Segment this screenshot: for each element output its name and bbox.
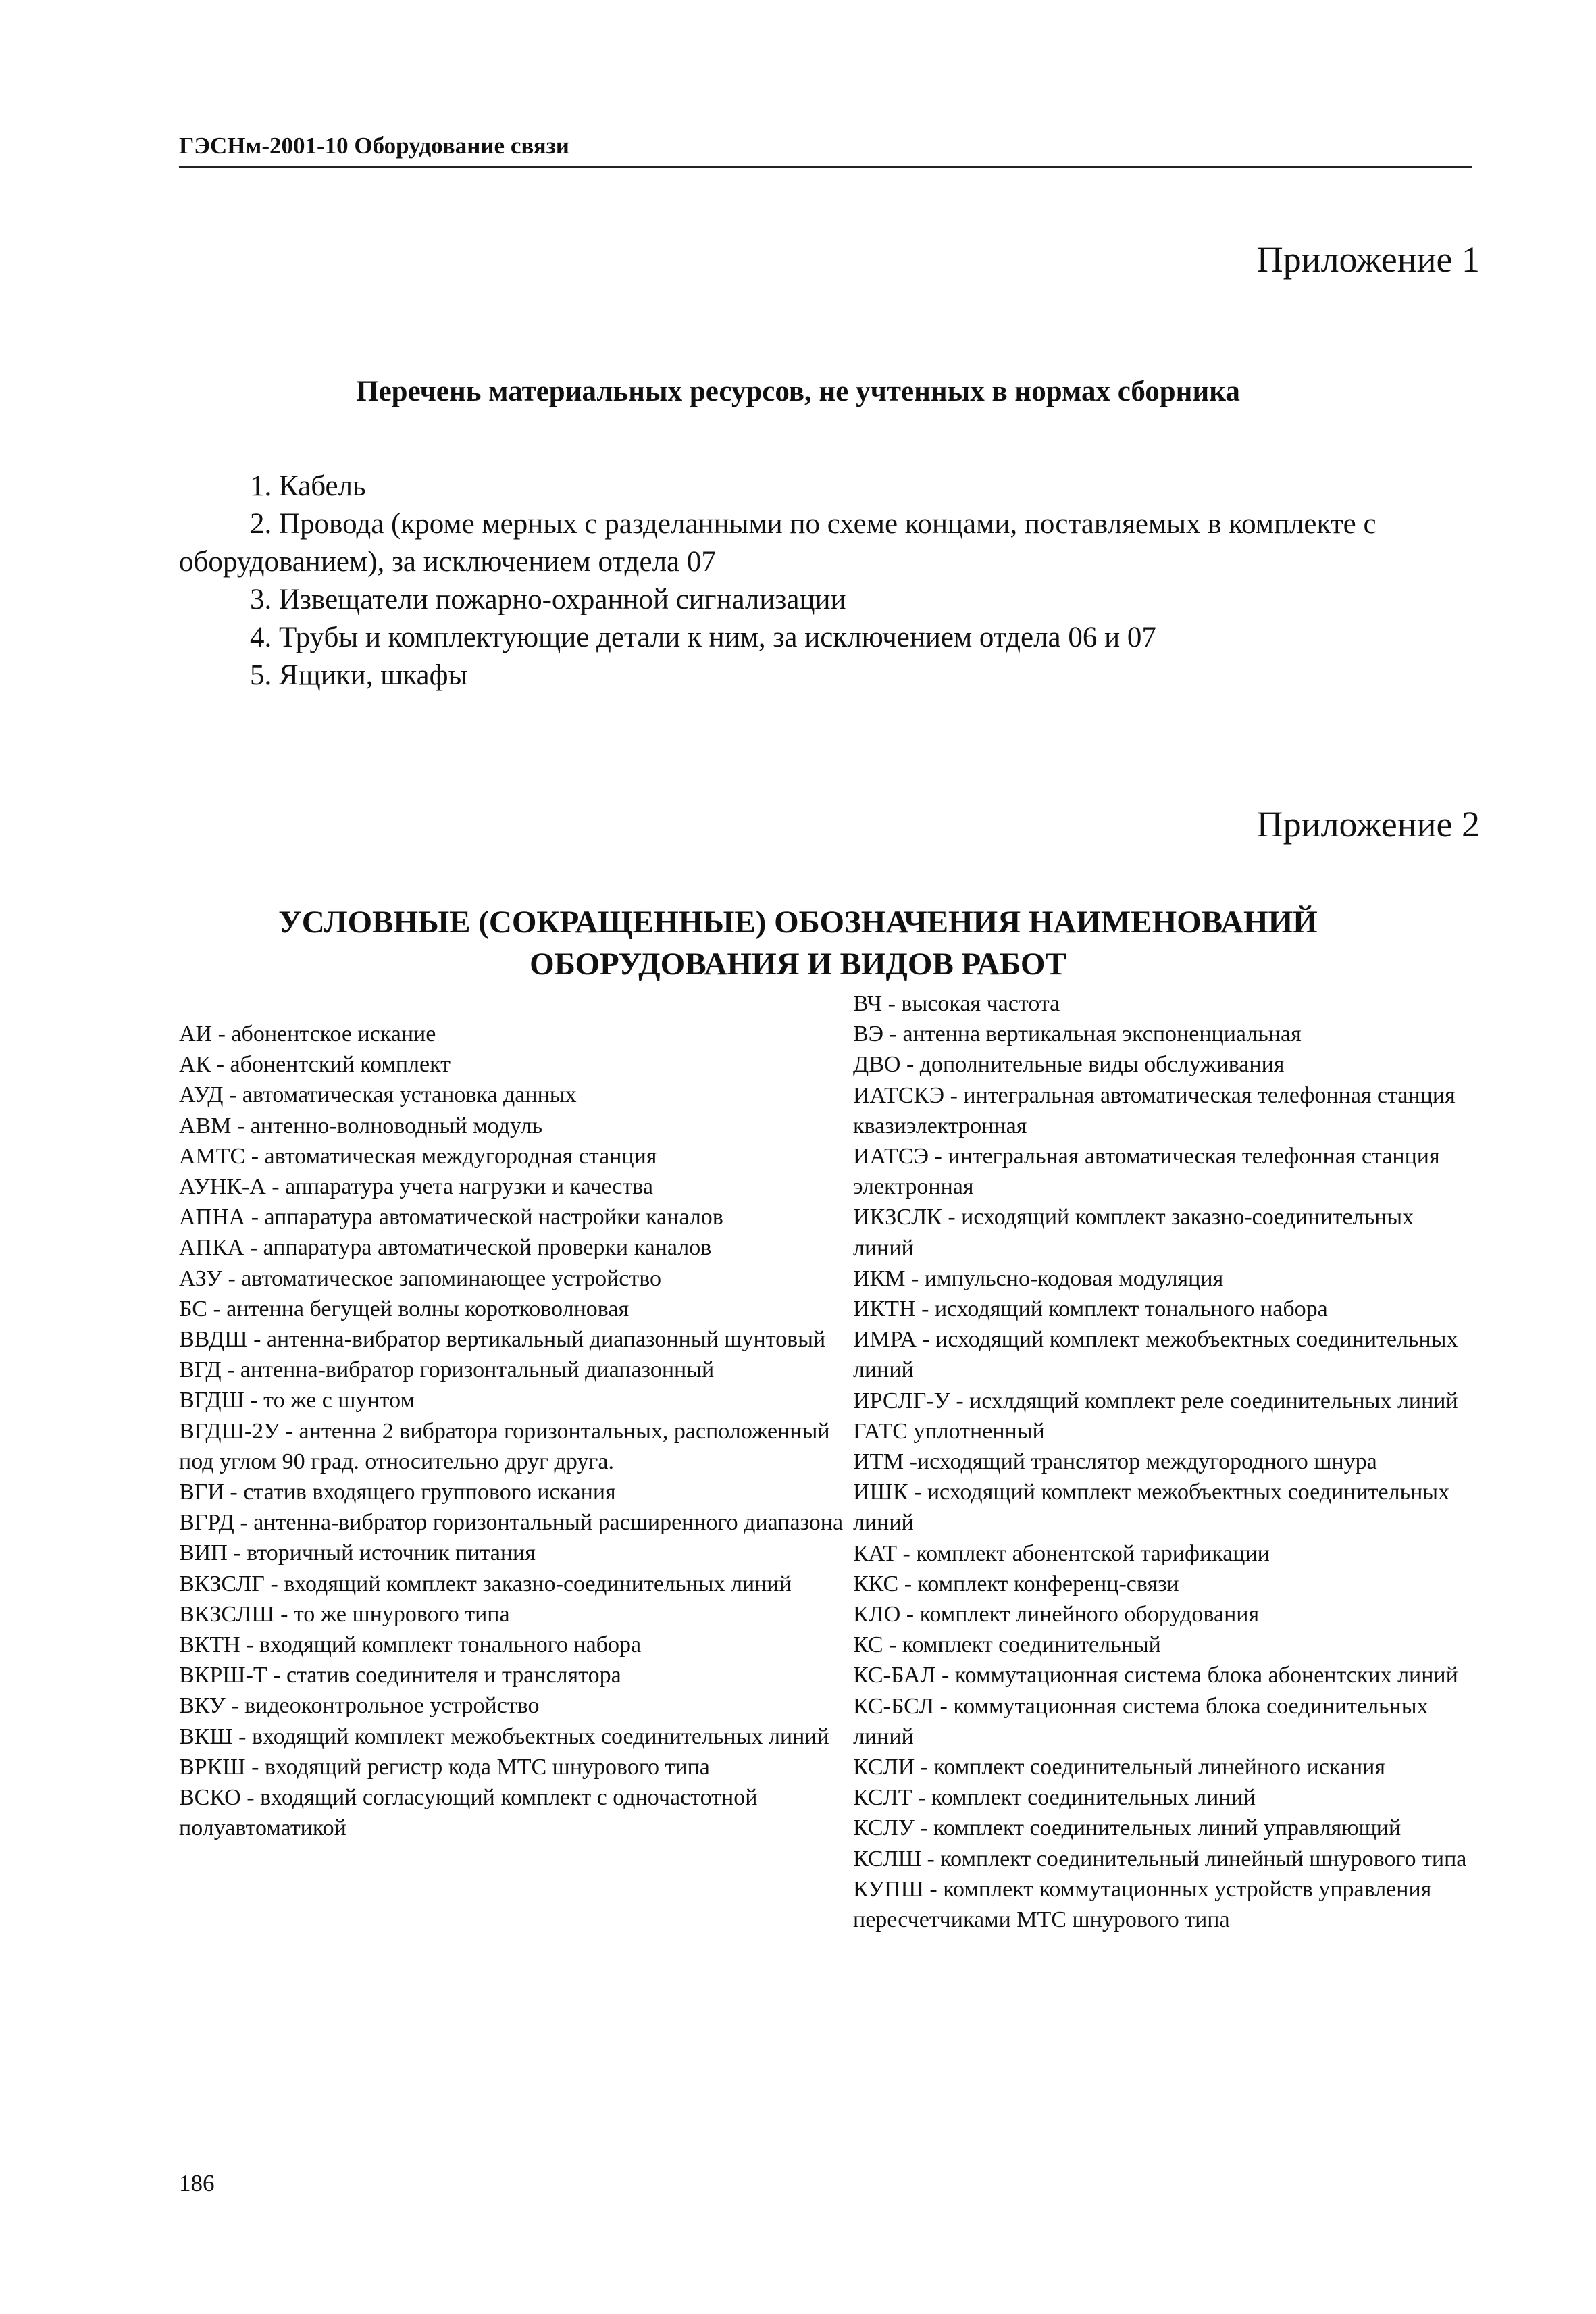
abbreviation-definition: - комплект коммутационных устройств управления пересчетчиками МТС шнурового типа (853, 1876, 1432, 1933)
abbreviation-term: АУД (179, 1082, 224, 1108)
abbreviation-entry (179, 1294, 854, 1324)
abbreviation-entry (179, 1111, 854, 1141)
abbreviation-entry (179, 1630, 854, 1660)
abbreviation-term: ИКЗСЛК (853, 1205, 942, 1230)
abbreviation-entry (179, 1019, 854, 1049)
abbreviation-entry (853, 1813, 1474, 1843)
abbreviation-term: КАТ (853, 1540, 898, 1566)
abbreviation-definition: - абонентский комплект (211, 1052, 451, 1078)
abbreviation-term: ДВО (853, 1052, 901, 1078)
abbreviation-definition: - импульсно-кодовая модуляция (905, 1265, 1224, 1291)
abbreviation-entry (179, 1141, 854, 1172)
abbreviation-definition: - исходящий комплект межобъектных соединительных линий (853, 1327, 1458, 1383)
abbreviation-term: КС-БСЛ (853, 1693, 935, 1719)
abbreviation-definition: - автоматическое запоминающее устройство (222, 1265, 662, 1291)
abbreviation-definition: - коммутационная система блока абонентских линий (935, 1663, 1458, 1688)
abbreviation-entry (179, 1385, 854, 1415)
abbreviation-term: ИАТСЭ (853, 1144, 929, 1169)
page-number: 186 (179, 2170, 215, 2196)
abbreviation-term: АМТС (179, 1143, 246, 1169)
abbreviation-term: КСЛТ (853, 1785, 912, 1811)
abbreviation-entry (853, 1049, 1474, 1080)
abbreviation-definition: - статив соединителя и транслятора (267, 1663, 621, 1688)
abbreviation-definition: -исходящий транслятор междугородного шнура (904, 1449, 1377, 1475)
abbreviation-term: ИКТН (853, 1297, 916, 1322)
abbreviation-term: ВКШ (179, 1724, 233, 1749)
abbreviation-definition: - интегральная автоматическая телефонная станция квазиэлектронная (853, 1082, 1456, 1138)
abbreviation-entry (853, 1782, 1474, 1813)
abbreviation-entry (179, 1538, 854, 1568)
abbreviation-entry (179, 1660, 854, 1690)
abbreviation-entry (853, 1447, 1474, 1477)
abbreviation-term: КСЛШ (853, 1846, 922, 1871)
abbreviation-term: ИТМ (853, 1449, 904, 1475)
abbreviation-definition: - комплект соединительных линий (912, 1785, 1256, 1811)
abbreviation-term: ВГДШ (179, 1388, 244, 1413)
abbreviation-definition: - высокая частота (882, 991, 1060, 1016)
abbreviation-entry (179, 1172, 854, 1202)
abbreviation-term: АУНК-А (179, 1174, 266, 1200)
abbreviation-entry (179, 1690, 854, 1721)
abbreviation-entry (179, 1752, 854, 1782)
abbreviation-term: БС (179, 1296, 207, 1322)
abbreviation-definition: - видеоконтрольное устройство (225, 1693, 540, 1719)
abbreviation-definition: - комплект соединительный (883, 1632, 1161, 1658)
abbreviation-definition: - исходящий комплект межобъектных соединительных линий (853, 1480, 1450, 1536)
abbreviation-entry (853, 1019, 1474, 1049)
abbreviation-term: АПНА (179, 1205, 246, 1230)
abbreviation-entry (853, 1386, 1474, 1447)
materials-list-item: 4. Трубы и комплектующие детали к ним, за исключением отдела 06 и 07 (250, 622, 1156, 653)
abbreviation-term: АПКА (179, 1235, 244, 1261)
abbreviation-definition: - входящий регистр кода МТС шнурового типа (245, 1754, 710, 1780)
abbreviation-term: ВЭ (853, 1022, 884, 1047)
abbreviation-term: ВСКО (179, 1785, 241, 1811)
abbreviation-term: ВКЗСЛШ (179, 1601, 275, 1627)
abbreviation-term: ВКТН (179, 1632, 240, 1658)
abbreviation-entry (853, 1080, 1474, 1141)
abbreviation-term: ВГД (179, 1357, 222, 1383)
abbreviation-definition: - входящий комплект заказно-соединительных линий (264, 1571, 792, 1596)
abbreviation-entry (853, 1599, 1474, 1630)
abbreviation-entry (853, 1752, 1474, 1782)
abbreviation-entry (179, 1049, 854, 1080)
abbreviation-entry (179, 1202, 854, 1232)
abbreviation-entry (179, 1477, 854, 1507)
appendix-1-title: Перечень материальных ресурсов, не учтенных в нормах сборника (356, 376, 1240, 407)
abbreviation-term: КС-БАЛ (853, 1663, 936, 1688)
abbreviation-entry (853, 1630, 1474, 1660)
abbreviation-definition: - антенна бегущей волны коротковолновая (207, 1296, 629, 1322)
abbreviation-entry (853, 988, 1474, 1019)
appendix-2-title (0, 901, 1596, 985)
abbreviation-definition: - антенна 2 вибратора горизонтальных, расположенный под углом 90 град. относительно друг друга. (179, 1418, 830, 1474)
materials-list-item: 2. Провода (кроме мерных с разделанными по схеме концами, поставляемых в комплекте с оборудованием), за исключением отдела 07 (179, 508, 1376, 578)
abbreviation-definition: - комплект абонентской тарификации (897, 1540, 1270, 1566)
abbreviation-entry (179, 1782, 854, 1843)
abbreviation-entry (179, 1416, 854, 1477)
abbreviation-entry (179, 1569, 854, 1599)
abbreviation-term: ИРСЛГ-У (853, 1388, 950, 1413)
abbreviation-term: АК (179, 1052, 211, 1078)
abbreviation-definition: - исходящий комплект тонального набора (915, 1297, 1328, 1322)
abbreviation-entry (179, 1599, 854, 1630)
abbreviation-definition: - входящий комплект тонального набора (240, 1632, 642, 1658)
materials-list-item: 1. Кабель (250, 470, 366, 502)
abbreviation-term: ИКМ (853, 1265, 906, 1291)
abbreviation-definition: - исходящий комплект заказно-соединительных линий (853, 1205, 1414, 1261)
abbreviation-term: ВКУ (179, 1693, 226, 1719)
abbreviation-term: КС (853, 1632, 883, 1658)
abbreviation-definition: - комплект соединительных линий управляющий (914, 1815, 1401, 1841)
abbreviation-definition: - комплект соединительный линейного искания (915, 1755, 1385, 1780)
abbreviations-right-column (853, 988, 1474, 1935)
materials-list-item: 5. Ящики, шкафы (250, 659, 468, 691)
abbreviation-entry (853, 1538, 1474, 1569)
abbreviation-term: ИМРА (853, 1327, 917, 1353)
abbreviation-entry (853, 1844, 1474, 1874)
abbreviation-entry (853, 1691, 1474, 1752)
abbreviation-definition: - статив входящего группового искания (224, 1480, 616, 1505)
appendix-1-label: Приложение 1 (1256, 239, 1480, 280)
abbreviation-term: ВГДШ-2У (179, 1418, 280, 1444)
abbreviation-term: ВРКШ (179, 1754, 246, 1780)
abbreviation-definition: - автоматическая междугородная станция (245, 1143, 657, 1169)
abbreviation-term: ВЧ (853, 991, 883, 1016)
abbreviation-entry (179, 1232, 854, 1263)
materials-list-item: 3. Извещатели пожарно-охранной сигнализации (250, 584, 846, 615)
abbreviation-entry (853, 1263, 1474, 1294)
abbreviation-definition: - антенна-вибратор вертикальный диапазонный шунтовый (247, 1327, 826, 1353)
abbreviation-definition: - антенна-вибратор горизонтальный диапазонный (221, 1357, 715, 1383)
abbreviation-term: КСЛУ (853, 1815, 915, 1841)
appendix-2-label: Приложение 2 (1256, 804, 1480, 845)
abbreviation-entry (179, 1507, 854, 1538)
abbreviation-definition: - аппаратура автоматической проверки каналов (244, 1235, 712, 1261)
abbreviations-left-column (179, 1019, 854, 1843)
abbreviation-entry (853, 1569, 1474, 1599)
abbreviation-entry (179, 1263, 854, 1294)
abbreviation-term: АВМ (179, 1113, 232, 1138)
appendix-2-title-line: УСЛОВНЫЕ (СОКРАЩЕННЫЕ) ОБОЗНАЧЕНИЯ НАИМЕНОВАНИЙ (278, 905, 1318, 940)
abbreviation-entry (853, 1660, 1474, 1690)
abbreviation-term: АИ (179, 1022, 213, 1047)
abbreviation-definition: - вторичный источник питания (227, 1540, 536, 1566)
abbreviation-term: ККС (853, 1571, 899, 1596)
abbreviation-definition: - коммутационная система блока соединительных линий (853, 1693, 1428, 1749)
abbreviation-term: КСЛИ (853, 1755, 915, 1780)
abbreviation-definition: - исхлдящий комплект реле соединительных линий ГАТС уплотненный (853, 1388, 1458, 1444)
abbreviation-definition: - аппаратура автоматической настройки каналов (245, 1205, 723, 1230)
abbreviation-entry (179, 1080, 854, 1110)
abbreviation-term: ВГИ (179, 1480, 224, 1505)
abbreviation-entry (179, 1355, 854, 1385)
abbreviation-definition: - входящий согласующий комплект с одночастотной полуавтоматикой (179, 1785, 758, 1841)
abbreviation-term: ВКЗСЛГ (179, 1571, 265, 1596)
appendix-2-title-line: ОБОРУДОВАНИЯ И ВИДОВ РАБОТ (530, 947, 1066, 982)
abbreviation-definition: - то же шнурового типа (274, 1601, 510, 1627)
abbreviation-definition: - антенна-вибратор горизонтальный расширенного диапазона (234, 1510, 844, 1536)
abbreviation-term: ВГРД (179, 1510, 234, 1536)
abbreviation-entry (853, 1874, 1474, 1935)
abbreviation-entry (179, 1721, 854, 1752)
abbreviation-definition: - комплект линейного оборудования (900, 1602, 1260, 1628)
abbreviation-entry (853, 1141, 1474, 1202)
abbreviation-definition: - антенно-волноводный модуль (231, 1113, 542, 1138)
abbreviation-definition: - антенна вертикальная экспоненциальная (883, 1022, 1302, 1047)
abbreviation-definition: - комплект конференц-связи (898, 1571, 1179, 1596)
abbreviation-definition: - входящий комплект межобъектных соединительных линий (232, 1724, 829, 1749)
abbreviation-entry (853, 1294, 1474, 1324)
abbreviation-definition: - то же с шунтом (244, 1388, 415, 1413)
abbreviation-term: ИШК (853, 1480, 908, 1505)
abbreviation-term: ВВДШ (179, 1327, 248, 1353)
abbreviation-term: АЗУ (179, 1265, 222, 1291)
abbreviation-term: КУПШ (853, 1876, 924, 1902)
running-header: ГЭСНм-2001-10 Оборудование связи (179, 130, 1472, 168)
abbreviation-term: ВКРШ-Т (179, 1663, 267, 1688)
abbreviation-term: КЛО (853, 1602, 901, 1628)
materials-list (179, 468, 1456, 695)
abbreviation-entry (179, 1324, 854, 1355)
abbreviation-definition: - дополнительные виды обслуживания (900, 1052, 1285, 1078)
abbreviation-definition: - интегральная автоматическая телефонная станция электронная (853, 1144, 1440, 1200)
abbreviation-entry (853, 1202, 1474, 1263)
abbreviation-term: ВИП (179, 1540, 228, 1566)
abbreviation-definition: - аппаратура учета нагрузки и качества (265, 1174, 654, 1200)
abbreviation-term: ИАТСКЭ (853, 1082, 945, 1108)
abbreviation-entry (853, 1324, 1474, 1385)
abbreviation-definition: - комплект соединительный линейный шнурового типа (921, 1846, 1467, 1871)
abbreviation-entry (853, 1477, 1474, 1538)
abbreviation-definition: - абонентское искание (212, 1022, 436, 1047)
abbreviation-definition: - автоматическая установка данных (223, 1082, 577, 1108)
